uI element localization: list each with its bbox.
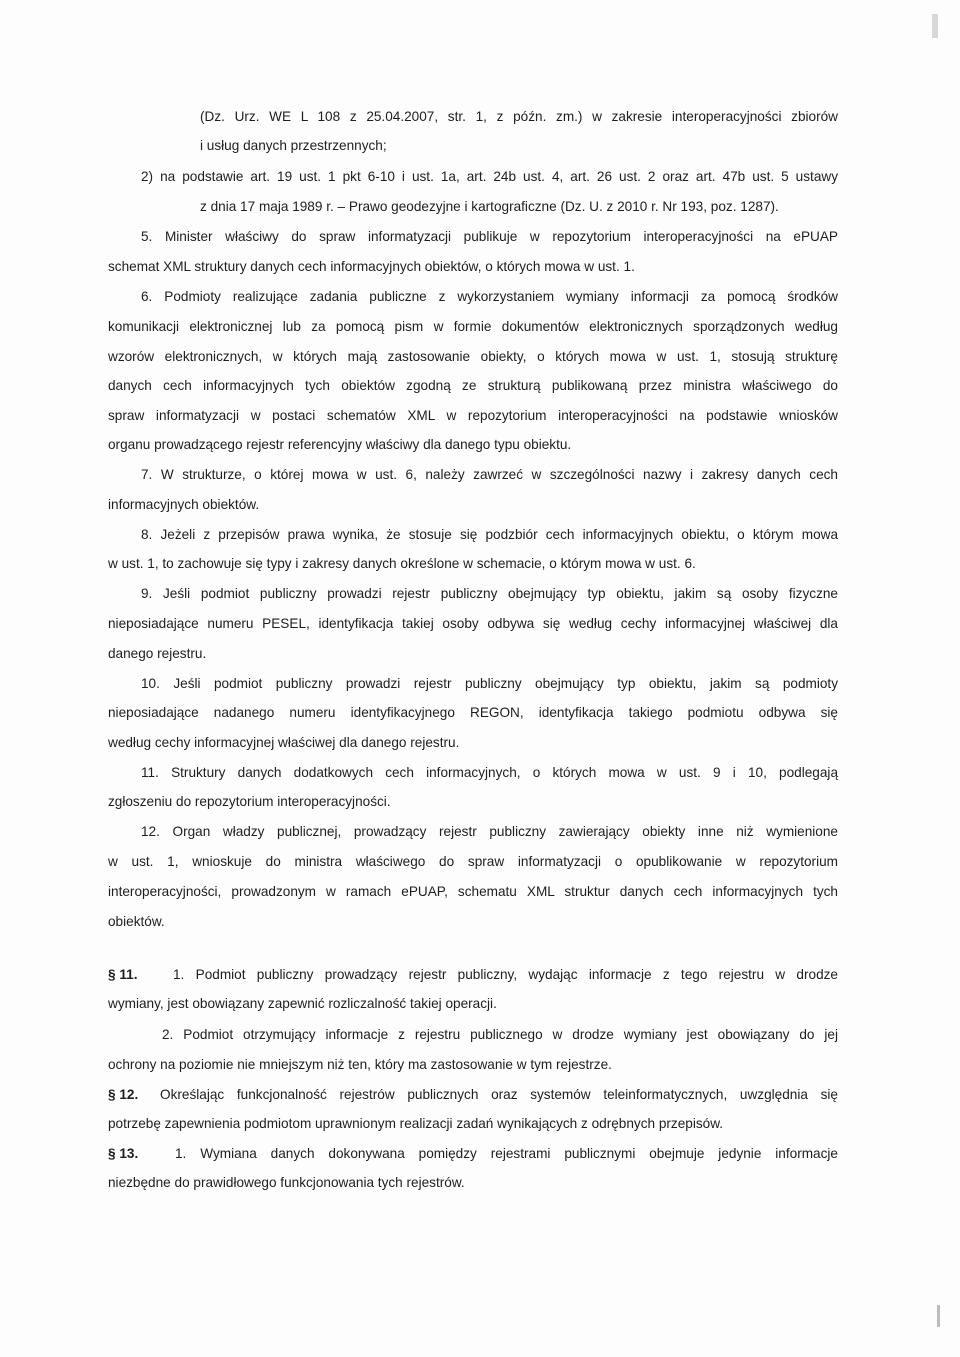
text-line: ochrony na poziomie nie mniejszym niż ten, który ma zastosowanie w tym rejestrze. (108, 1057, 612, 1072)
text-line: obiektów. (108, 914, 165, 929)
text-line: w ust. 1, to zachowuje się typy i zakresy danych określone w schemacie, o którym mowa w ust. 6. (108, 556, 696, 571)
text-line: 11. Struktury danych dodatkowych cech informacyjnych, o których mowa w ust. 9 i 10, podlegają (141, 765, 838, 780)
text-line: niezbędne do prawidłowego funkcjonowania tych rejestrów. (108, 1175, 465, 1190)
text-line: spraw informatyzacji w postaci schematów XML w repozytorium interoperacyjności na podstawie wniosków (108, 408, 838, 423)
text-line: 7. W strukturze, o której mowa w ust. 6, należy zawrzeć w szczególności nazwy i zakresy danych cech (141, 467, 838, 482)
section-number: § 13. (108, 1146, 139, 1161)
text-line: 10. Jeśli podmiot publiczny prowadzi rejestr publiczny obejmujący typ obiektu, jakim są podmioty (141, 676, 838, 691)
text-line: wzorów elektronicznych, w których mają zastosowanie obiekty, o których mowa w ust. 1, stosują strukturę (108, 349, 838, 364)
text-line: 2. Podmiot otrzymujący informacje z rejestru publicznego w drodze wymiany jest obowiązany do jej (162, 1027, 838, 1042)
text-line: według cechy informacyjnej właściwej dla danego rejestru. (108, 735, 460, 750)
text-line: zgłoszeniu do repozytorium interoperacyjności. (108, 794, 391, 809)
text-line: (Dz. Urz. WE L 108 z 25.04.2007, str. 1, z późn. zm.) w zakresie interoperacyjności zbiorów (200, 109, 838, 124)
text-line: w ust. 1, wnioskuje do ministra właściwego do spraw informatyzacji o opublikowanie w repozytorium (108, 854, 838, 869)
text-line: organu prowadzącego rejestr referencyjny właściwy dla danego typu obiektu. (108, 437, 572, 452)
text-line: Określając funkcjonalność rejestrów publicznych oraz systemów teleinformatycznych, uwzględnia się (160, 1087, 838, 1102)
text-line: nieposiadające numeru PESEL, identyfikacja takiej osoby odbywa się według cechy informacyjnej właściwej dla (108, 616, 838, 631)
text-line: komunikacji elektronicznej lub za pomocą pism w formie dokumentów elektronicznych sporządzonych według (108, 319, 838, 334)
text-line: danego rejestru. (108, 646, 207, 661)
text-line: 8. Jeżeli z przepisów prawa wynika, że stosuje się podzbiór cech informacyjnych obiektu, o którym mowa (141, 527, 838, 542)
text-line: 6. Podmioty realizujące zadania publiczne z wykorzystaniem wymiany informacji za pomocą środków (141, 289, 838, 304)
text-line: informacyjnych obiektów. (108, 497, 260, 512)
scan-edge-mark (937, 1305, 940, 1327)
text-line: 1. Podmiot publiczny prowadzący rejestr publiczny, wydając informacje z tego rejestru w drodze (173, 967, 838, 982)
text-line: 5. Minister właściwy do spraw informatyzacji publikuje w repozytorium interoperacyjności na ePUAP (141, 229, 838, 244)
text-line: interoperacyjności, prowadzonym w ramach ePUAP, schematu XML struktur danych cech informacyjnych tych (108, 884, 838, 899)
section-number: § 11. (108, 967, 138, 982)
text-line: i usług danych przestrzennych; (200, 138, 387, 153)
text-line: 2) na podstawie art. 19 ust. 1 pkt 6-10 i ust. 1a, art. 24b ust. 4, art. 26 ust. 2 oraz art. 47b ust. 5 ustawy (141, 169, 838, 184)
text-line: wymiany, jest obowiązany zapewnić rozliczalność takiej operacji. (108, 996, 497, 1011)
section-number: § 12. (108, 1087, 139, 1102)
text-line: 12. Organ władzy publicznej, prowadzący rejestr publiczny zawierający obiekty inne niż wymienione (141, 824, 838, 839)
text-line: 9. Jeśli podmiot publiczny prowadzi rejestr publiczny obejmujący typ obiektu, jakim są osoby fizyczne (141, 586, 838, 601)
text-line: potrzebę zapewnienia podmiotom uprawnionym realizacji zadań wynikających z odrębnych przepisów. (108, 1116, 724, 1131)
scan-edge-mark (932, 14, 938, 38)
text-line: nieposiadające nadanego numeru identyfikacyjnego REGON, identyfikacja takiego podmiotu odbywa się (108, 705, 838, 720)
text-line: 1. Wymiana danych dokonywana pomiędzy rejestrami publicznymi obejmuje jedynie informacje (175, 1146, 838, 1161)
text-line: danych cech informacyjnych tych obiektów zgodną ze strukturą publikowaną przez ministra właściwego do (108, 378, 838, 393)
text-line: z dnia 17 maja 1989 r. – Prawo geodezyjne i kartograficzne (Dz. U. z 2010 r. Nr 193, poz. 1287). (200, 199, 779, 214)
text-line: schemat XML struktury danych cech informacyjnych obiektów, o których mowa w ust. 1. (108, 259, 635, 274)
